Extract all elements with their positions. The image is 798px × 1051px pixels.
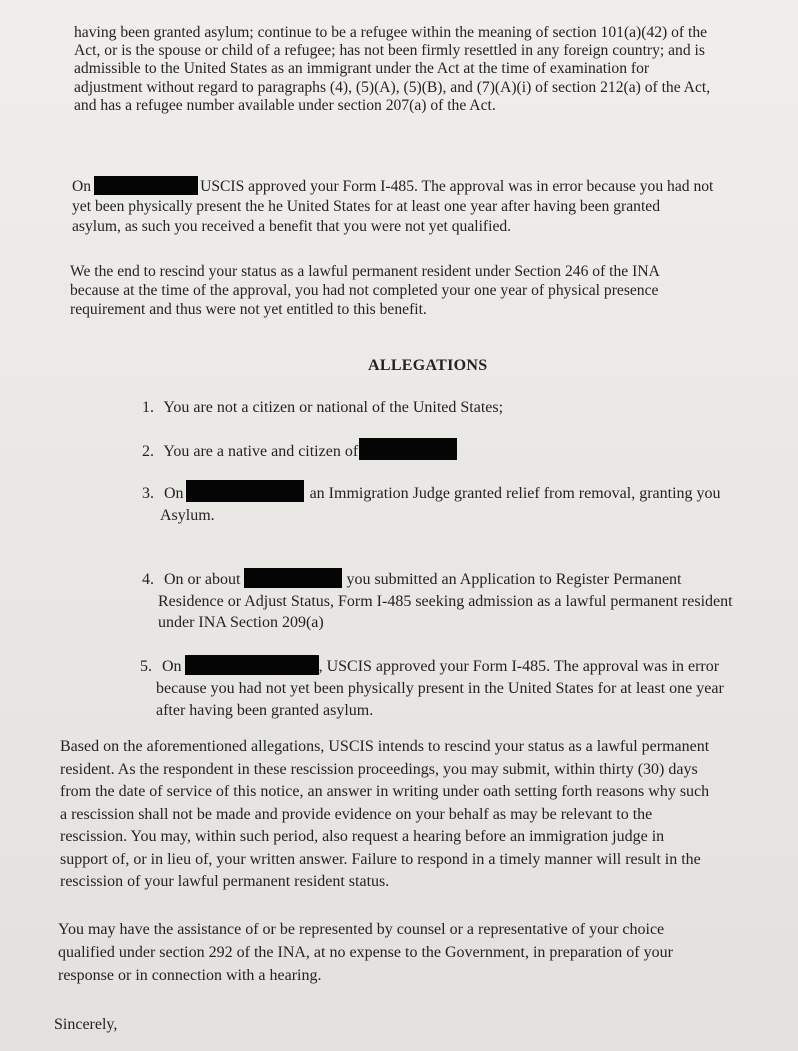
intro-line: and has a refugee number available under section 207(a) of the Act. xyxy=(74,96,496,114)
approval-line-3: asylum, as such you received a benefit that you were not yet qualified. xyxy=(72,218,512,235)
allegation-line-1 xyxy=(140,655,724,678)
intro-line: admissible to the United States as an immigrant under the Act at the time of examination for xyxy=(74,60,650,78)
counsel-line: qualified under section 292 of the INA, at no expense to the Government, in preparation of your xyxy=(58,944,673,961)
counsel-line: response or in connection with a hearing. xyxy=(58,967,322,984)
approval-line-1 xyxy=(72,176,713,197)
allegation-number: 1. xyxy=(142,399,154,416)
allegation-prefix: On xyxy=(164,485,184,502)
allegation-prefix: On or about xyxy=(164,571,241,588)
allegation-number: 5. xyxy=(140,658,152,675)
allegation-line-2: Residence or Adjust Status, Form I-485 seeking admission as a lawful permanent resident xyxy=(158,592,733,610)
intent-line: requirement and thus were not yet entitled to this benefit. xyxy=(70,301,427,318)
allegation-line-1 xyxy=(142,480,721,505)
allegation-line-3: after having been granted asylum. xyxy=(156,702,374,719)
allegation-rest: you submitted an Application to Register Permanent xyxy=(346,571,682,588)
allegation-number: 2. xyxy=(142,443,154,460)
intro-line: having been granted asylum; continue to be a refugee within the meaning of section 101(a)(42) of the xyxy=(74,24,708,41)
intro-line: Act, or is the spouse or child of a refugee; has not been firmly resettled in any foreign country; and is xyxy=(74,42,705,60)
allegation-item-5 xyxy=(140,655,724,722)
intro-line: adjustment without regard to paragraphs (4), (5)(A), (5)(B), and (7)(A)(i) of section 212(a) of the Act, xyxy=(74,78,711,96)
redacted-date xyxy=(244,568,342,588)
counsel-paragraph xyxy=(58,918,673,987)
approval-prefix: On xyxy=(72,178,92,195)
allegation-item-3 xyxy=(142,480,721,527)
allegation-text: You are a native and citizen of xyxy=(163,443,359,460)
allegation-rest: , USCIS approved your Form I-485. The approval was in error xyxy=(318,658,720,675)
allegation-item-2 xyxy=(142,438,457,463)
allegation-line-2: because you had not yet been physically present in the United States for at least one year xyxy=(156,680,724,697)
intent-paragraph xyxy=(70,262,660,319)
approval-paragraph xyxy=(72,176,713,237)
allegation-item-4 xyxy=(142,568,733,634)
allegation-item-1 xyxy=(142,397,503,419)
approval-line1-rest: USCIS approved your Form I-485. The approval was in error because you had not xyxy=(200,178,714,195)
allegation-line-2: Asylum. xyxy=(160,507,215,524)
intent-line: We the end to rescind your status as a lawful permanent resident under Section 246 of the INA xyxy=(70,263,660,280)
redacted-date xyxy=(186,480,304,502)
based-on-line: support of, or in lieu of, your written answer. Failure to respond in a timely manner will result in the xyxy=(60,850,701,868)
based-on-paragraph xyxy=(60,736,709,894)
based-on-line: resident. As the respondent in these rescission proceedings, you may submit, within thirty (30) days xyxy=(60,760,698,778)
intro-paragraph xyxy=(74,24,710,115)
based-on-line: rescission of your lawful permanent resident status. xyxy=(60,873,390,890)
redacted-date xyxy=(185,655,319,675)
allegation-text: You are not a citizen or national of the United States; xyxy=(163,399,504,416)
allegation-number: 4. xyxy=(142,571,154,588)
closing-salutation: Sincerely, xyxy=(54,1016,118,1033)
redacted-country xyxy=(359,438,457,460)
allegation-prefix: On xyxy=(162,658,182,675)
allegations-heading: ALLEGATIONS xyxy=(368,357,488,374)
allegation-line-1 xyxy=(142,568,733,591)
intent-line: because at the time of the approval, you had not completed your one year of physical presence xyxy=(70,282,659,299)
counsel-line: You may have the assistance of or be represented by counsel or a representative of your choice xyxy=(58,921,665,938)
based-on-line: Based on the aforementioned allegations, USCIS intends to rescind your status as a lawful permanent xyxy=(60,738,710,755)
approval-line-2: yet been physically present the he United States for at least one year after having been granted xyxy=(72,198,661,215)
based-on-line: a rescission shall not be made and provide evidence on your behalf as may be relevant to the xyxy=(60,805,653,823)
allegation-number: 3. xyxy=(142,485,154,502)
redacted-date xyxy=(94,176,198,195)
allegation-rest: an Immigration Judge granted relief from removal, granting you xyxy=(309,485,721,502)
allegation-line-3: under INA Section 209(a) xyxy=(158,614,324,631)
based-on-line: from the date of service of this notice, an answer in writing under oath setting forth reasons why such xyxy=(60,783,710,800)
based-on-line: rescission. You may, within such period, also request a hearing before an immigration judge in xyxy=(60,828,665,845)
